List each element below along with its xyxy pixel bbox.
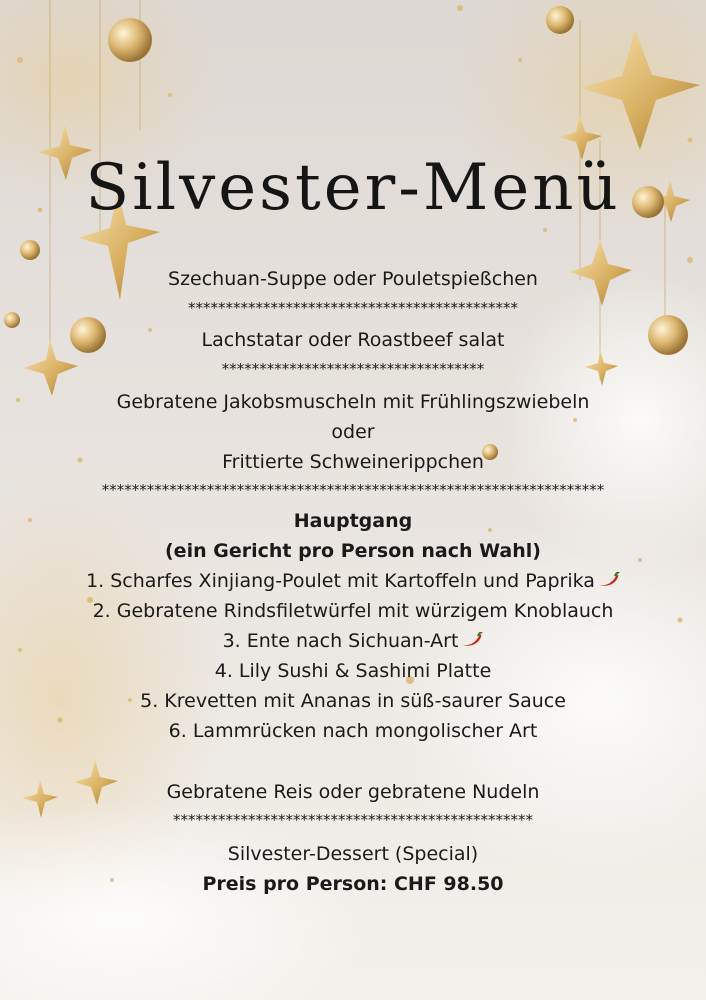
separator-stars: *********************************** <box>221 360 485 378</box>
chili-pepper-icon <box>459 630 483 654</box>
main-dish-item <box>0 569 706 594</box>
main-dish-label: 1. Scharfes Xinjiang-Poulet mit Kartoffeln und Paprika <box>86 570 595 592</box>
main-dish-item <box>0 659 706 683</box>
main-dish-label: 5. Krevetten mit Ananas in süß-saurer Sauce <box>140 690 566 712</box>
main-dish-item <box>0 629 706 654</box>
starter-salad-option: Lachstatar oder Roastbeef salat <box>201 329 505 351</box>
separator-stars: ************************************************ <box>173 811 533 829</box>
warm-starter-or: oder <box>331 421 375 443</box>
starter-soup-option: Szechuan-Suppe oder Pouletspießchen <box>168 268 538 290</box>
menu-title: Silvester-Menü <box>85 151 621 225</box>
dessert-item: Silvester-Dessert (Special) <box>227 843 479 865</box>
warm-starter-option-1: Gebratene Jakobsmuscheln mit Frühlingszwiebeln <box>116 391 590 413</box>
main-dish-label: 2. Gebratene Rindsfiletwürfel mit würzigem Knoblauch <box>92 600 614 622</box>
main-dish-label: 6. Lammrücken nach mongolischer Art <box>168 720 538 742</box>
side-dish-option: Gebratene Reis oder gebratene Nudeln <box>166 781 540 803</box>
main-dish-label: 3. Ente nach Sichuan-Art <box>222 630 459 652</box>
main-dish-item <box>0 599 706 623</box>
separator-stars: ******************************************************************* <box>101 481 605 499</box>
price-per-person: Preis pro Person: CHF 98.50 <box>202 873 504 895</box>
chili-pepper-icon <box>596 570 620 594</box>
main-course-subheading: (ein Gericht pro Person nach Wahl) <box>165 540 541 562</box>
warm-starter-option-2: Frittierte Schweinerippchen <box>222 451 484 473</box>
main-course-heading: Hauptgang <box>293 510 413 532</box>
main-dish-item <box>0 689 706 713</box>
main-dish-item <box>0 719 706 743</box>
main-dish-label: 4. Lily Sushi & Sashimi Platte <box>214 660 492 682</box>
separator-stars: ******************************************** <box>188 299 518 317</box>
